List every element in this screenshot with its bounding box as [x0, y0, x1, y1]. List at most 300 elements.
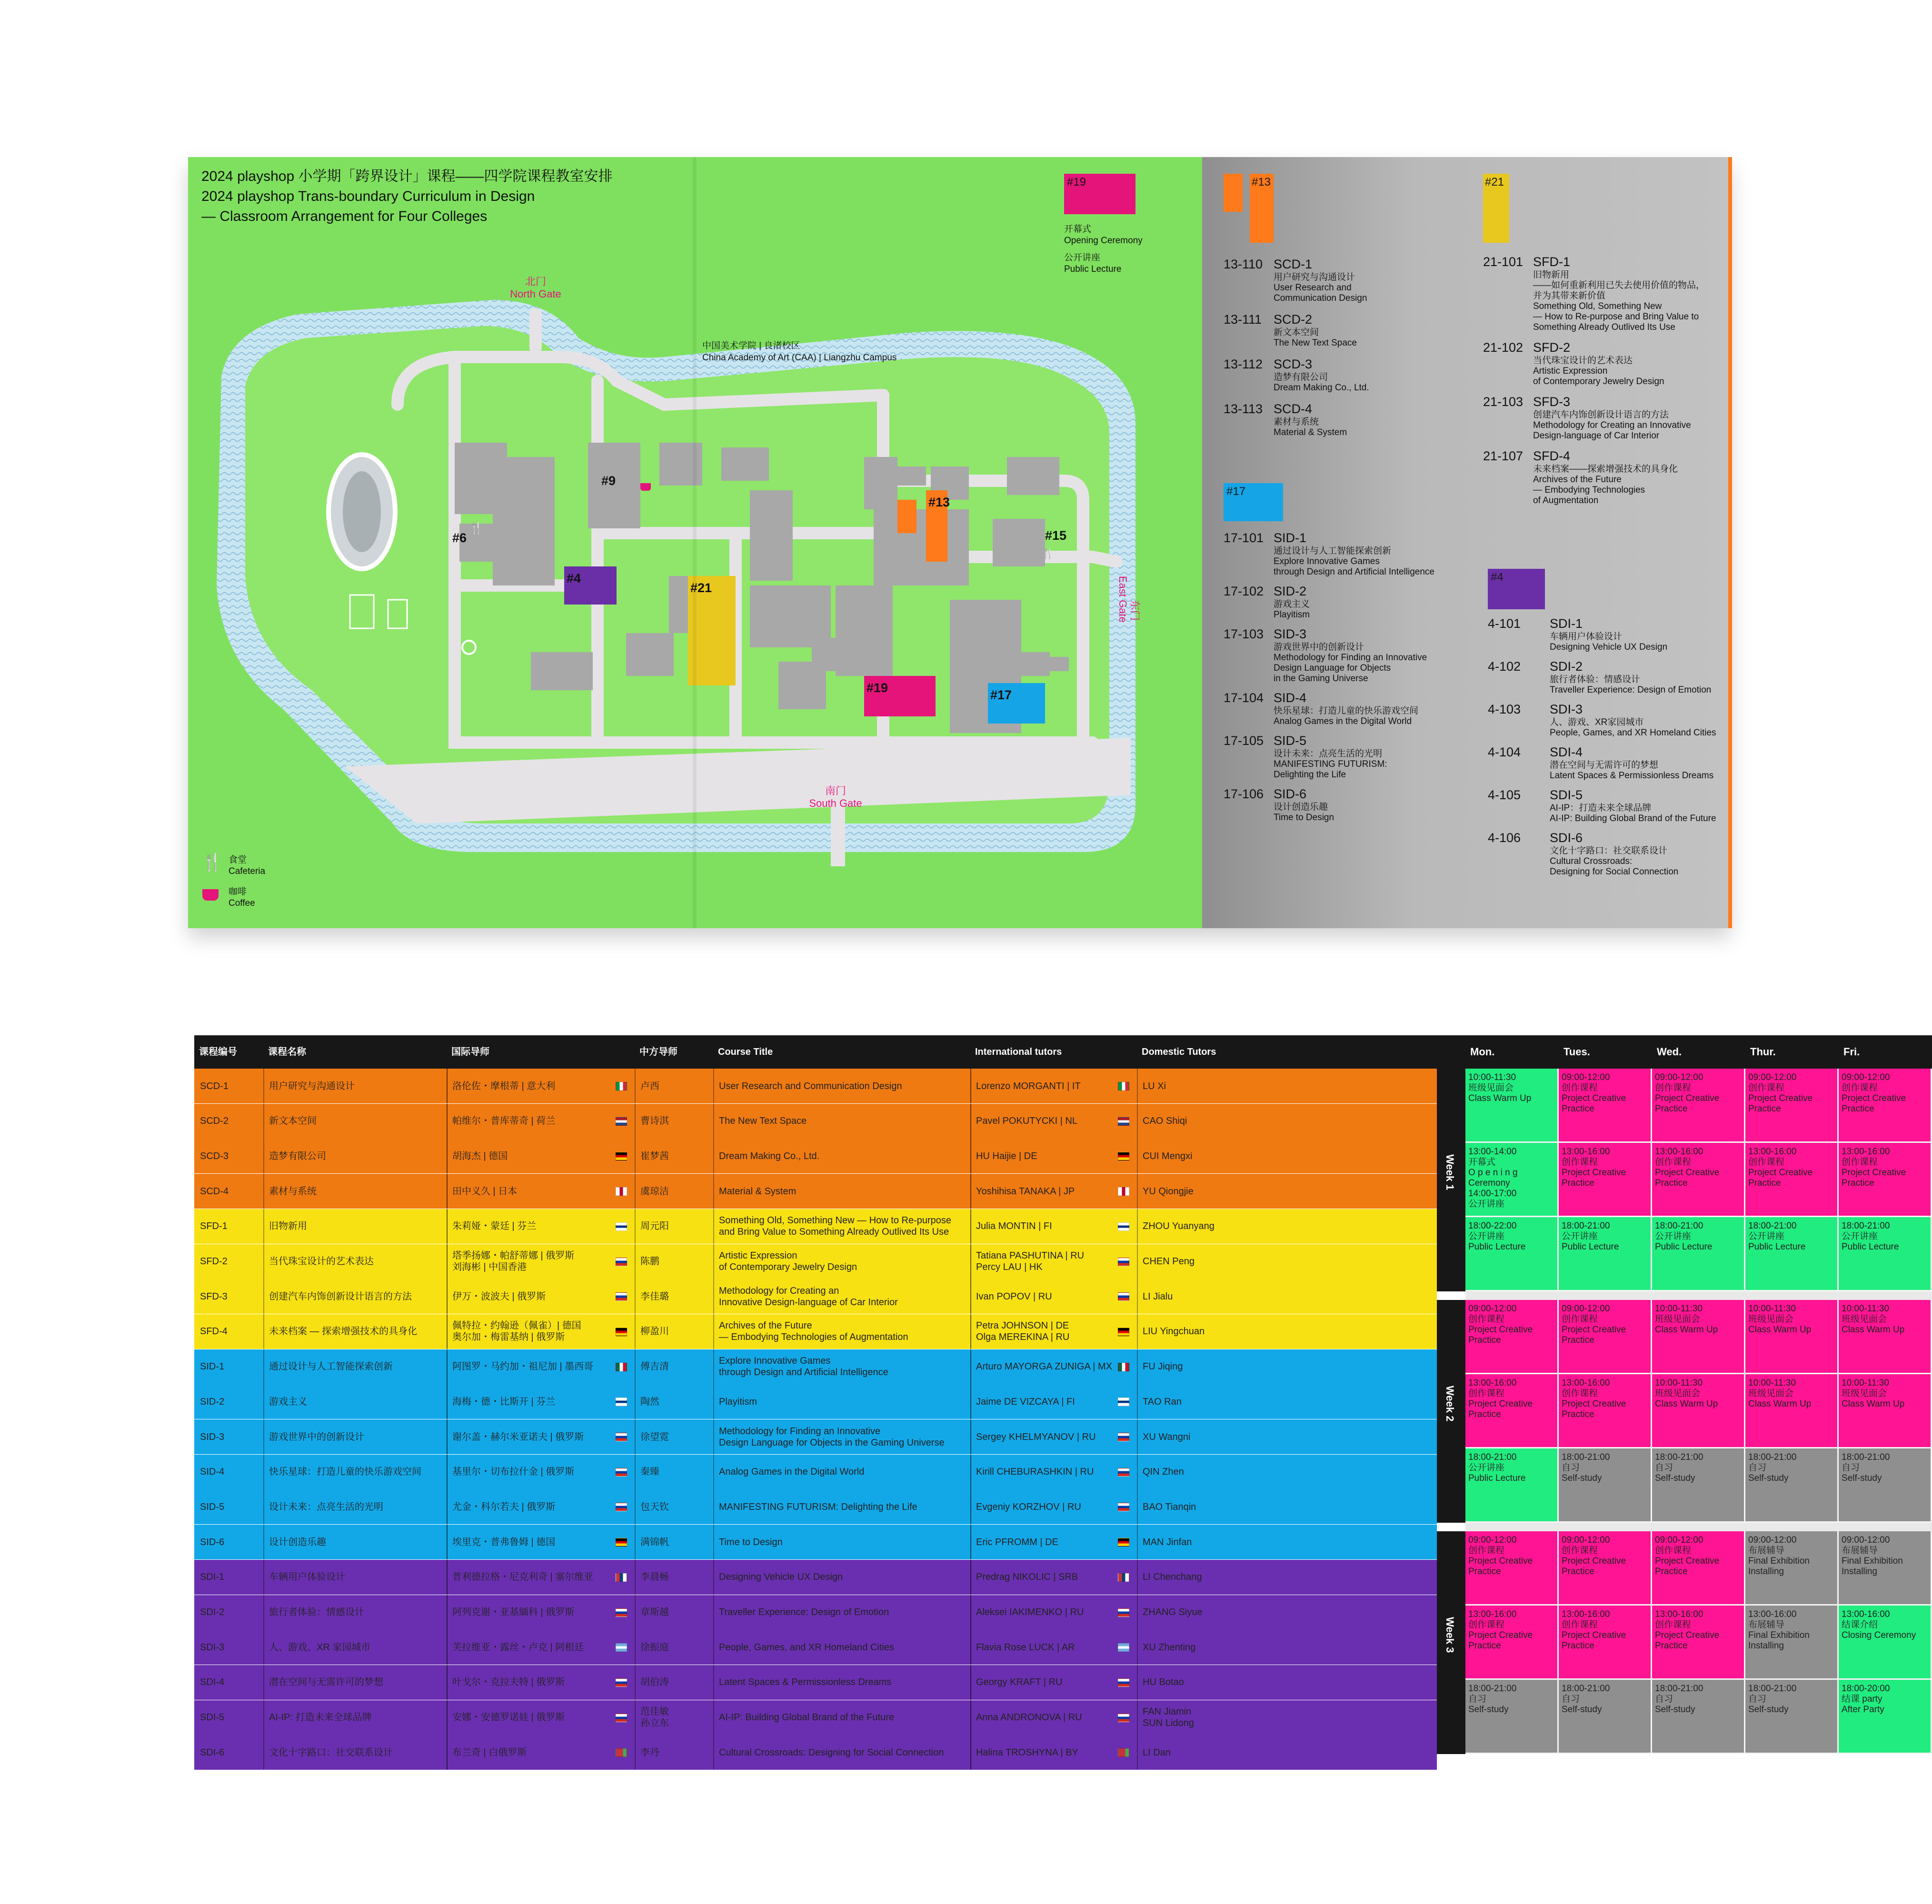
column-divider [263, 1735, 264, 1770]
column-divider [447, 1455, 448, 1489]
room-number: 17-104 [1224, 691, 1264, 705]
course-code: SID-6 [1274, 787, 1307, 801]
domestic-tutor-cn-cell: 曹诗淇 [640, 1116, 669, 1127]
column-divider [970, 1560, 971, 1595]
country-flag-icon [1118, 1538, 1129, 1547]
country-flag-icon [1118, 1363, 1129, 1371]
schedule-slot: 09:00-12:00 创作课程 Project Creative Practice [1652, 1531, 1745, 1606]
country-flag-icon [616, 1608, 627, 1617]
domestic-tutor-cn-cell: 柳盈川 [640, 1326, 669, 1337]
course-title-cell: Designing Vehicle UX Design [719, 1572, 843, 1583]
lecture-en: Public Lecture [1064, 264, 1122, 274]
domestic-tutor-cn-cell: 李佳璐 [640, 1291, 669, 1302]
column-divider [635, 1174, 636, 1209]
room-number: 21-107 [1483, 449, 1524, 463]
course-code-cell: SFD-4 [200, 1326, 228, 1337]
intl-tutor-cn-cell: 伊万・波波夫 | 俄罗斯 [452, 1291, 546, 1302]
column-divider [447, 1209, 448, 1244]
country-flag-icon [616, 1258, 627, 1266]
course-description: 设计创造乐趣 Time to Design [1274, 802, 1334, 823]
column-divider [263, 1279, 264, 1314]
campus-cn: 中国美术学院 | 良渚校区 [702, 341, 800, 351]
schedule-slot: 09:00-12:00 创作课程 Project Creative Practice [1559, 1069, 1652, 1143]
country-flag-icon [616, 1748, 627, 1757]
schedule-slot: 18:00-21:00 公开讲座 Public Lecture [1465, 1448, 1559, 1523]
opening-en: Opening Ceremony [1064, 236, 1143, 246]
column-divider [635, 1104, 636, 1139]
intl-tutor-en-cell: HU Haijie | DE [976, 1150, 1037, 1161]
table-row [194, 1735, 1437, 1770]
room-number: 13-111 [1224, 312, 1262, 327]
column-divider [1137, 1349, 1138, 1384]
course-code: SDI-2 [1550, 659, 1583, 674]
course-code: SDI-4 [1550, 745, 1583, 759]
b17-tag: #17 [1226, 485, 1246, 498]
course-code: SID-5 [1274, 734, 1307, 748]
b4-swatch [1488, 569, 1545, 609]
column-divider [1137, 1279, 1138, 1314]
domestic-tutor-cn-cell: 章斯越 [640, 1607, 669, 1617]
column-divider [1137, 1244, 1138, 1279]
column-divider [447, 1349, 448, 1384]
course-code: SID-4 [1274, 691, 1307, 705]
schedule-slot: 10:00-11:30 班级见面会 Class Warm Up [1839, 1300, 1932, 1374]
table-row [194, 1455, 1437, 1489]
course-title-cell: Traveller Experience: Design of Emotion [719, 1607, 889, 1617]
column-divider [447, 1489, 448, 1524]
cal-hdr-wed: Wed. [1652, 1035, 1745, 1069]
column-divider [263, 1349, 264, 1384]
column-divider [263, 1209, 264, 1244]
table-row [194, 1525, 1437, 1559]
course-description: AI-IP：打造未来全球品牌 AI-IP: Building Global Brand of the Future [1550, 803, 1716, 823]
table-row [194, 1139, 1437, 1173]
country-flag-icon [616, 1643, 627, 1652]
column-divider [713, 1244, 714, 1279]
table-row [194, 1700, 1437, 1735]
domestic-tutor-cn-cell: 李丹 [640, 1747, 659, 1758]
column-divider [1137, 1209, 1138, 1244]
column-divider [447, 1560, 448, 1595]
domestic-tutor-cn-cell: 虞琼洁 [640, 1186, 669, 1197]
column-divider [635, 1139, 636, 1173]
domestic-tutor-cn-cell: 陈鹏 [640, 1256, 659, 1267]
room-number: 17-105 [1224, 734, 1264, 748]
schedule-slot: 18:00-21:00 自习 Self-study [1839, 1448, 1932, 1523]
column-divider [713, 1665, 714, 1700]
cal-hdr-tue: Tues. [1559, 1035, 1652, 1069]
room-number: 4-104 [1488, 745, 1521, 759]
column-divider [713, 1525, 714, 1559]
schedule-slot: 10:00-11:30 班级见面会 Class Warm Up [1465, 1069, 1559, 1143]
column-divider [263, 1244, 264, 1279]
course-title-cell: Material & System [719, 1186, 797, 1197]
course-description: 游戏主义 Playitism [1274, 599, 1310, 620]
column-divider [970, 1595, 971, 1630]
intl-tutor-en-cell: Georgy KRAFT | RU [976, 1677, 1063, 1688]
course-name-cn-cell: 新文本空间 [269, 1116, 317, 1127]
course-title-cell: The New Text Space [719, 1116, 807, 1127]
column-divider [1137, 1314, 1138, 1349]
intl-tutor-en-cell: Jaime DE VIZCAYA | FI [976, 1396, 1075, 1407]
column-divider [713, 1630, 714, 1665]
schedule-slot: 13:00-16:00 创作课程 Project Creative Practice [1559, 1606, 1652, 1680]
course-title-cell: Latent Spaces & Permissionless Dreams [719, 1677, 892, 1688]
column-divider [970, 1384, 971, 1419]
intl-tutor-cn-cell: 海梅・德・比斯开 | 芬兰 [452, 1396, 556, 1407]
intl-tutor-en-cell: Ivan POPOV | RU [976, 1291, 1052, 1302]
schedule-slot: 18:00-21:00 自习 Self-study [1652, 1448, 1745, 1523]
domestic-tutor-en-cell: XU Zhenting [1143, 1642, 1196, 1653]
course-description: 用户研究与沟通设计 User Research and Communication Design [1274, 272, 1367, 303]
course-description: 文化十字路口：社交联系设计 Cultural Crossroads: Designing for Social Connection [1550, 846, 1679, 877]
course-name-cn-cell: 造梦有限公司 [269, 1150, 326, 1161]
domestic-tutor-cn-cell: 范佳敏 孙立东 [640, 1706, 669, 1729]
column-divider [970, 1209, 971, 1244]
cal-hdr-corner [1437, 1035, 1465, 1069]
week-bar [1437, 1300, 1465, 1523]
label-b6: #6 [452, 531, 467, 545]
column-divider [635, 1595, 636, 1630]
column-divider [635, 1314, 636, 1349]
cal-hdr-thu: Thur. [1745, 1035, 1839, 1069]
column-divider [447, 1595, 448, 1630]
column-divider [635, 1735, 636, 1770]
domestic-tutor-en-cell: BAO Tianqin [1143, 1501, 1196, 1512]
domestic-tutor-en-cell: CHEN Peng [1143, 1256, 1195, 1267]
week-label: Week 2 [1444, 1386, 1456, 1422]
course-code: SCD-2 [1274, 312, 1313, 327]
column-divider [970, 1419, 971, 1454]
b13-swatch-a [1224, 174, 1243, 212]
column-divider [970, 1525, 971, 1559]
column-divider [263, 1174, 264, 1209]
intl-tutor-en-cell: Halina TROSHYNA | BY [976, 1747, 1078, 1758]
column-divider [635, 1069, 636, 1103]
column-divider [970, 1489, 971, 1524]
b17-swatch [1224, 483, 1283, 521]
column-divider [713, 1489, 714, 1524]
country-flag-icon [616, 1328, 627, 1336]
cafeteria-en: Cafeteria [229, 866, 266, 876]
schedule-slot: 13:00-16:00 创作课程 Project Creative Practice [1559, 1143, 1652, 1217]
room-number: 13-110 [1224, 257, 1263, 271]
schedule-slot: 18:00-21:00 自习 Self-study [1745, 1680, 1839, 1754]
intl-tutor-en-cell: Yoshihisa TANAKA | JP [976, 1186, 1075, 1197]
legend-19-label: #19 [1067, 176, 1086, 188]
cal-hdr-fri: Fri. [1839, 1035, 1932, 1069]
course-code: SFD-3 [1533, 395, 1571, 409]
country-flag-icon [1118, 1714, 1129, 1722]
course-title-cell: Cultural Crossroads: Designing for Social Connection [719, 1747, 944, 1758]
domestic-tutor-en-cell: LI Jialu [1143, 1291, 1173, 1302]
column-divider [1137, 1595, 1138, 1630]
weekly-calendar [1437, 1035, 1932, 1778]
column-divider [635, 1455, 636, 1489]
table-row [194, 1279, 1437, 1314]
domestic-tutor-en-cell: LI Dan [1143, 1747, 1171, 1758]
course-name-cn-cell: 旧物新用 [269, 1221, 307, 1232]
domestic-tutor-cn-cell: 卢西 [640, 1081, 659, 1091]
room-number: 21-102 [1483, 340, 1524, 355]
course-code: SCD-1 [1274, 257, 1313, 271]
room-number: 13-112 [1224, 357, 1263, 371]
course-code: SFD-1 [1533, 255, 1571, 269]
course-title-cell: Methodology for Creating an Innovative Design-language of Car Interior [719, 1285, 898, 1308]
room-number: 4-102 [1488, 659, 1521, 674]
b13-tag: #13 [1252, 176, 1271, 188]
column-divider [635, 1349, 636, 1384]
column-divider [263, 1560, 264, 1595]
column-divider [447, 1244, 448, 1279]
course-code-cell: SDI-2 [200, 1607, 225, 1617]
column-divider [447, 1735, 448, 1770]
schedule-slot: 09:00-12:00 创作课程 Project Creative Practice [1465, 1300, 1559, 1374]
column-divider [970, 1314, 971, 1349]
column-divider [713, 1104, 714, 1139]
cafeteria-icon: 🍴 [469, 522, 483, 535]
schedule-slot: 18:00-21:00 自习 Self-study [1559, 1448, 1652, 1523]
label-b4: #4 [567, 571, 581, 585]
course-title-cell: People, Games, and XR Homeland Cities [719, 1642, 894, 1653]
course-name-cn-cell: 创建汽车内饰创新设计语言的方法 [269, 1291, 412, 1302]
course-name-cn-cell: 车辆用户体验设计 [269, 1572, 345, 1583]
schedule-slot: 18:00-21:00 自习 Self-study [1652, 1680, 1745, 1754]
schedule-slot: 13:00-14:00 开幕式 O p e n i n g Ceremony 14:00-17:00 公开讲座 [1465, 1143, 1559, 1217]
table-row [194, 1349, 1437, 1384]
column-divider [447, 1069, 448, 1103]
column-divider [635, 1665, 636, 1700]
north-gate-en: North Gate [510, 288, 561, 300]
room-number: 13-113 [1224, 402, 1263, 416]
table-row [194, 1595, 1437, 1630]
column-divider [447, 1384, 448, 1419]
domestic-tutor-en-cell: ZHANG Siyue [1143, 1607, 1203, 1617]
country-flag-icon [1118, 1608, 1129, 1617]
table-row [194, 1104, 1437, 1139]
schedule-slot: 18:00-21:00 自习 Self-study [1559, 1680, 1652, 1754]
country-flag-icon [1118, 1643, 1129, 1652]
course-code-cell: SCD-1 [200, 1081, 229, 1091]
domestic-tutor-en-cell: LU Xi [1143, 1081, 1166, 1091]
intl-tutor-cn-cell: 布兰奇 | 白俄罗斯 [452, 1747, 527, 1758]
column-divider [1137, 1630, 1138, 1665]
schedule-slot: 13:00-16:00 布展辅导 Final Exhibition Installing [1745, 1606, 1839, 1680]
domestic-tutor-en-cell: LIU Yingchuan [1143, 1326, 1205, 1337]
course-title-cell: Time to Design [719, 1537, 783, 1547]
course-title-cell: User Research and Communication Design [719, 1081, 902, 1091]
course-code-cell: SCD-3 [200, 1150, 229, 1161]
week-bar [1437, 1531, 1465, 1754]
country-flag-icon [1118, 1258, 1129, 1266]
course-name-cn-cell: 通过设计与人工智能探索创新 [269, 1361, 393, 1372]
column-divider [970, 1735, 971, 1770]
course-name-cn-cell: 未来档案 — 探索增强技术的具身化 [269, 1326, 418, 1337]
coffee-legend-icon [202, 889, 219, 901]
course-name-cn-cell: 用户研究与沟通设计 [269, 1081, 355, 1091]
intl-tutor-cn-cell: 佩特拉・约翰逊（佩雀）| 德国 奥尔加・梅雷基纳 | 俄罗斯 [452, 1320, 581, 1343]
intl-tutor-en-cell: Predrag NIKOLIC | SRB [976, 1572, 1078, 1583]
room-number: 4-101 [1488, 616, 1521, 631]
course-name-cn-cell: 快乐星球：打造儿童的快乐游戏空间 [269, 1467, 421, 1478]
intl-tutor-en-cell: Flavia Rose LUCK | AR [976, 1642, 1075, 1653]
course-description: 潜在空间与无需许可的梦想 Latent Spaces & Permissionless Dreams [1550, 760, 1714, 781]
table-row [194, 1174, 1437, 1209]
label-b19: #19 [866, 681, 888, 695]
intl-tutor-en-cell: Lorenzo MORGANTI | IT [976, 1081, 1081, 1091]
cafeteria-icon-2: 🍴 [1041, 547, 1055, 559]
course-title-cell: Artistic Expression of Contemporary Jewelry Design [719, 1250, 857, 1272]
room-number: 17-102 [1224, 584, 1264, 598]
schedule-slot: 18:00-21:00 公开讲座 Public Lecture [1652, 1217, 1745, 1291]
course-name-cn-cell: 潜在空间与无需许可的梦想 [269, 1677, 383, 1688]
domestic-tutor-en-cell: CAO Shiqi [1143, 1116, 1187, 1127]
domestic-tutor-en-cell: HU Botao [1143, 1677, 1184, 1688]
column-divider [263, 1384, 264, 1419]
east-gate-cn: 东门 [1129, 600, 1141, 621]
course-code-cell: SID-4 [200, 1467, 225, 1478]
column-divider [970, 1279, 971, 1314]
course-code: SID-3 [1274, 627, 1307, 641]
course-code: SDI-3 [1550, 702, 1583, 716]
intl-tutor-cn-cell: 芙拉维亚・露丝・卢克 | 阿根廷 [452, 1642, 584, 1653]
hdr-dom-cn: 中方导师 [635, 1035, 713, 1069]
column-divider [713, 1139, 714, 1173]
hdr-intl-cn: 国际导师 [447, 1035, 635, 1069]
column-divider [635, 1244, 636, 1279]
column-divider [447, 1174, 448, 1209]
rooms-panel [1202, 157, 1731, 928]
intl-tutor-en-cell: Tatiana PASHUTINA | RU Percy LAU | HK [976, 1250, 1085, 1272]
domestic-tutor-cn-cell: 秦臻 [640, 1467, 659, 1478]
column-divider [1137, 1489, 1138, 1524]
course-title-cell: Something Old, Something New — How to Re-purpose and Bring Value to Something Already Outlived Its Use [719, 1215, 952, 1238]
column-divider [635, 1279, 636, 1314]
domestic-tutor-en-cell: FAN Jiamin SUN Lidong [1143, 1706, 1194, 1729]
building-13-annex [897, 500, 916, 533]
column-divider [635, 1419, 636, 1454]
room-number: 21-101 [1483, 255, 1524, 269]
schedule-slot: 09:00-12:00 创作课程 Project Creative Practice [1559, 1531, 1652, 1606]
column-divider [713, 1595, 714, 1630]
intl-tutor-cn-cell: 胡海杰 | 德国 [452, 1150, 508, 1161]
domestic-tutor-en-cell: FU Jiqing [1143, 1361, 1183, 1372]
column-divider [447, 1525, 448, 1559]
room-number: 4-105 [1488, 788, 1521, 802]
column-divider [1137, 1525, 1138, 1559]
course-name-cn-cell: 游戏主义 [269, 1396, 307, 1407]
week-gap [1465, 1523, 1932, 1531]
course-description: 创建汽车内饰创新设计语言的方法 Methodology for Creating an Innovative Design-language of Car Interior [1533, 410, 1691, 441]
course-description: 造梦有限公司 Dream Making Co., Ltd. [1274, 372, 1369, 393]
column-divider [447, 1700, 448, 1735]
course-code: SID-1 [1274, 531, 1307, 545]
map-brochure [188, 157, 1731, 928]
column-divider [263, 1455, 264, 1489]
schedule-slot: 09:00-12:00 布展辅导 Final Exhibition Installing [1745, 1531, 1839, 1606]
schedule-slot: 09:00-12:00 布展辅导 Final Exhibition Installing [1839, 1531, 1932, 1606]
column-divider [1137, 1455, 1138, 1489]
domestic-tutor-cn-cell: 满锦帆 [640, 1537, 669, 1547]
intl-tutor-cn-cell: 埃里克・普弗鲁姆 | 德国 [452, 1537, 556, 1547]
column-divider [713, 1735, 714, 1770]
country-flag-icon [1118, 1328, 1129, 1336]
course-code: SCD-4 [1274, 402, 1313, 416]
course-code: SDI-1 [1550, 616, 1583, 631]
country-flag-icon [616, 1398, 627, 1406]
title-cn: 2024 playshop 小学期「跨界设计」课程——四学院课程教室安排 [201, 169, 613, 184]
domestic-tutor-cn-cell: 胡伯涛 [640, 1677, 669, 1688]
column-divider [713, 1419, 714, 1454]
column-divider [263, 1139, 264, 1173]
course-description: 游戏世界中的创新设计 Methodology for Finding an Innovative Design Language for Objects in the Gaming Universe [1274, 642, 1427, 684]
room-number: 17-106 [1224, 787, 1264, 801]
column-divider [970, 1069, 971, 1103]
column-divider [635, 1489, 636, 1524]
course-name-cn-cell: 旅行者体验：情感设计 [269, 1607, 364, 1617]
column-divider [970, 1700, 971, 1735]
hdr-intl-en: International tutors [970, 1035, 1137, 1069]
country-flag-icon [616, 1363, 627, 1371]
country-flag-icon [616, 1678, 627, 1687]
schedule-slot: 10:00-11:30 班级见面会 Class Warm Up [1745, 1300, 1839, 1374]
country-flag-icon [1118, 1468, 1129, 1477]
room-number: 4-103 [1488, 702, 1521, 716]
column-divider [635, 1700, 636, 1735]
schedule-slot: 18:00-21:00 公开讲座 Public Lecture [1559, 1217, 1652, 1291]
country-flag-icon [1118, 1573, 1129, 1582]
schedule-slot: 10:00-11:30 班级见面会 Class Warm Up [1839, 1374, 1932, 1448]
country-flag-icon [1118, 1222, 1129, 1231]
label-b15: #15 [1045, 528, 1067, 543]
course-name-cn-cell: 设计未来：点亮生活的光明 [269, 1501, 383, 1512]
room-number: 17-101 [1224, 531, 1264, 545]
course-code: SID-2 [1274, 584, 1307, 598]
domestic-tutor-en-cell: YU Qiongjie [1143, 1186, 1194, 1197]
hdr-code: 课程编号 [194, 1035, 263, 1069]
country-flag-icon [616, 1292, 627, 1301]
course-title-cell: MANIFESTING FUTURISM: Delighting the Life [719, 1501, 917, 1512]
schedule-slot: 18:00-21:00 公开讲座 Public Lecture [1745, 1217, 1839, 1291]
schedule-slot: 18:00-21:00 自习 Self-study [1745, 1448, 1839, 1523]
course-code-cell: SID-1 [200, 1361, 225, 1372]
course-code: SDI-6 [1550, 831, 1583, 845]
country-flag-icon [616, 1117, 627, 1126]
intl-tutor-en-cell: Arturo MAYORGA ZUNIGA | MX [976, 1361, 1112, 1372]
country-flag-icon [616, 1503, 627, 1511]
course-description: 未来档案——探索增强技术的具身化 Archives of the Future — Embodying Technologies of Augmentation [1533, 464, 1678, 506]
column-divider [447, 1279, 448, 1314]
country-flag-icon [1118, 1398, 1129, 1406]
column-divider [713, 1174, 714, 1209]
schedule-slot: 09:00-12:00 创作课程 Project Creative Practice [1465, 1531, 1559, 1606]
table-row [194, 1209, 1437, 1244]
domestic-tutor-en-cell: TAO Ran [1143, 1396, 1182, 1407]
column-divider [263, 1630, 264, 1665]
table-row [194, 1630, 1437, 1665]
country-flag-icon [1118, 1082, 1129, 1091]
course-title-cell: Methodology for Finding an Innovative Design Language for Objects in the Gaming Universe [719, 1426, 945, 1448]
column-divider [635, 1209, 636, 1244]
country-flag-icon [1118, 1433, 1129, 1441]
intl-tutor-en-cell: Petra JOHNSON | DE Olga MEREKINA | RU [976, 1320, 1070, 1343]
schedule-slot: 13:00-16:00 创作课程 Project Creative Practice [1465, 1606, 1559, 1680]
intl-tutor-cn-cell: 帕维尔・普库蒂奇 | 荷兰 [452, 1116, 556, 1127]
column-divider [263, 1489, 264, 1524]
coffee-cn: 咖啡 [229, 887, 247, 897]
course-description: 设计未来：点亮生活的光明 MANIFESTING FUTURISM: Delighting the Life [1274, 749, 1387, 780]
north-gate-cn: 北门 [525, 276, 546, 288]
